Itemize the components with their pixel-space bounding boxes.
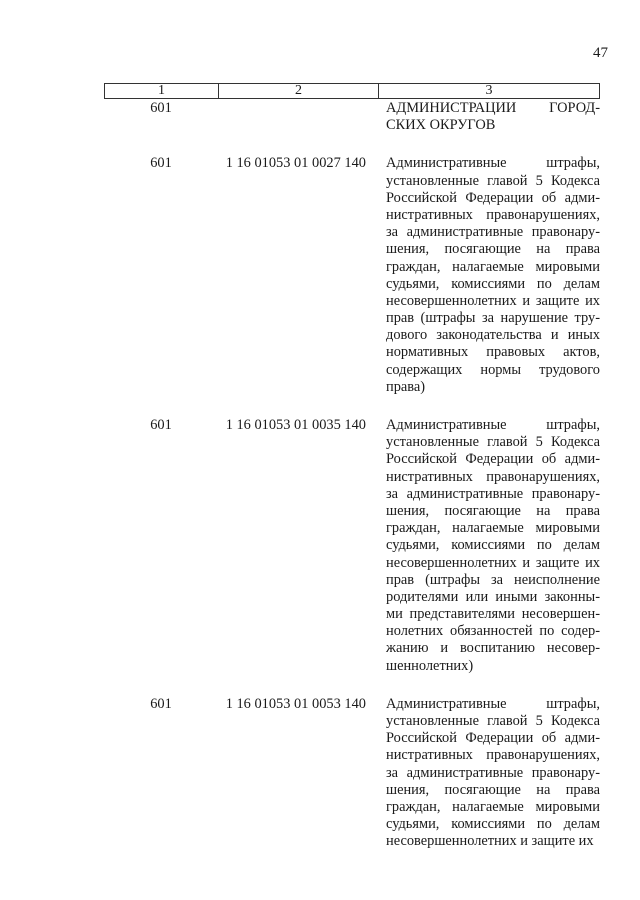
- revenue-name-line: шения, посягающие на права: [386, 241, 600, 258]
- table-row: [104, 417, 600, 675]
- revenue-name-line: судьями, комиссиями по делам: [386, 537, 600, 554]
- admin-code: 601: [150, 695, 172, 712]
- revenue-name-line: установленные главой 5 Кодекса: [386, 434, 600, 451]
- revenue-name-line: шения, посягающие на права: [386, 781, 600, 798]
- revenue-name-line: содержащих нормы трудового: [386, 361, 600, 378]
- revenue-name-line: прав (штрафы за неисполнение: [386, 571, 600, 588]
- admin-code: 601: [150, 100, 172, 116]
- revenue-name-line: Административные штрафы,: [386, 417, 600, 433]
- revenue-name-line: за административные правонару-: [386, 764, 600, 781]
- revenue-name-line: Административные штрафы,: [386, 155, 600, 172]
- table-row: [104, 100, 600, 134]
- revenue-name-line: граждан, налагаемые мировыми: [386, 520, 600, 537]
- revenue-name-line: судьями, комиссиями по делам: [386, 816, 600, 833]
- revenue-name: [378, 696, 600, 851]
- revenue-name-line: судьями, комиссиями по делам: [386, 275, 600, 292]
- header-col-1: 1: [105, 84, 219, 98]
- table-body: [104, 100, 600, 851]
- admin-code: 601: [150, 417, 172, 433]
- revenue-name-line: Российской Федерации об адми-: [386, 451, 600, 468]
- revenue-name-line: жанию и воспитанию несовер-: [386, 640, 600, 657]
- revenue-name-line: нолетних обязанностей по содер-: [386, 623, 600, 640]
- header-col-2: 2: [219, 84, 379, 98]
- revenue-name-line: несовершеннолетних и защите их: [386, 554, 600, 571]
- revenue-name-line: граждан, налагаемые мировыми: [386, 798, 600, 815]
- kbk-code: 1 16 01053 01 0027 140: [225, 155, 366, 172]
- revenue-name-line: Российской Федерации об адми-: [386, 189, 600, 206]
- table-row: [104, 696, 600, 851]
- revenue-name-line: за административные правонару-: [386, 224, 600, 241]
- revenue-name: [378, 155, 600, 396]
- revenue-name-line: нистративных правонарушениях,: [386, 468, 600, 485]
- revenue-name-line: несовершеннолетних и защите их: [386, 833, 594, 850]
- revenue-name-line: шения, посягающие на права: [386, 502, 600, 519]
- revenue-name-line: шеннолетних): [386, 657, 474, 674]
- revenue-name-line: установленные главой 5 Кодекса: [386, 713, 600, 729]
- revenue-name-line: ми представителями несовершен-: [386, 606, 600, 623]
- revenue-name-line: за административные правонару-: [386, 485, 600, 502]
- revenue-name-line: нистративных правонарушениях,: [386, 206, 600, 223]
- revenue-name: [378, 100, 600, 134]
- table-header: [104, 83, 600, 99]
- revenue-name-line: родителями или иными законны-: [386, 588, 600, 605]
- revenue-name-line: нормативных правовых актов,: [386, 344, 600, 361]
- revenue-name-line: Российской Федерации об адми-: [386, 730, 600, 747]
- kbk-code: 1 16 01053 01 0053 140: [225, 695, 366, 712]
- revenue-name-line: Административные штрафы,: [386, 695, 600, 712]
- revenue-name-line: нистративных правонарушениях,: [386, 747, 600, 764]
- kbk-code: 1 16 01053 01 0035 140: [225, 417, 366, 433]
- header-col-3: 3: [485, 83, 493, 98]
- revenue-name-line: несовершеннолетних и защите их: [386, 292, 600, 309]
- revenue-name-line: АДМИНИСТРАЦИИ ГОРОД-: [386, 100, 600, 116]
- revenue-name-line: прав (штрафы за нарушение тру-: [386, 310, 600, 327]
- revenue-name-line: права): [386, 378, 426, 395]
- revenue-name: [378, 417, 600, 675]
- page-number: 47: [593, 45, 608, 61]
- admin-code: 601: [150, 155, 172, 172]
- revenue-name-line: установленные главой 5 Кодекса: [386, 172, 600, 189]
- revenue-name-line: СКИХ ОКРУГОВ: [386, 117, 496, 134]
- revenue-name-line: граждан, налагаемые мировыми: [386, 258, 600, 275]
- table-row: [104, 155, 600, 396]
- revenue-name-line: дового законодательства и иных: [386, 327, 600, 344]
